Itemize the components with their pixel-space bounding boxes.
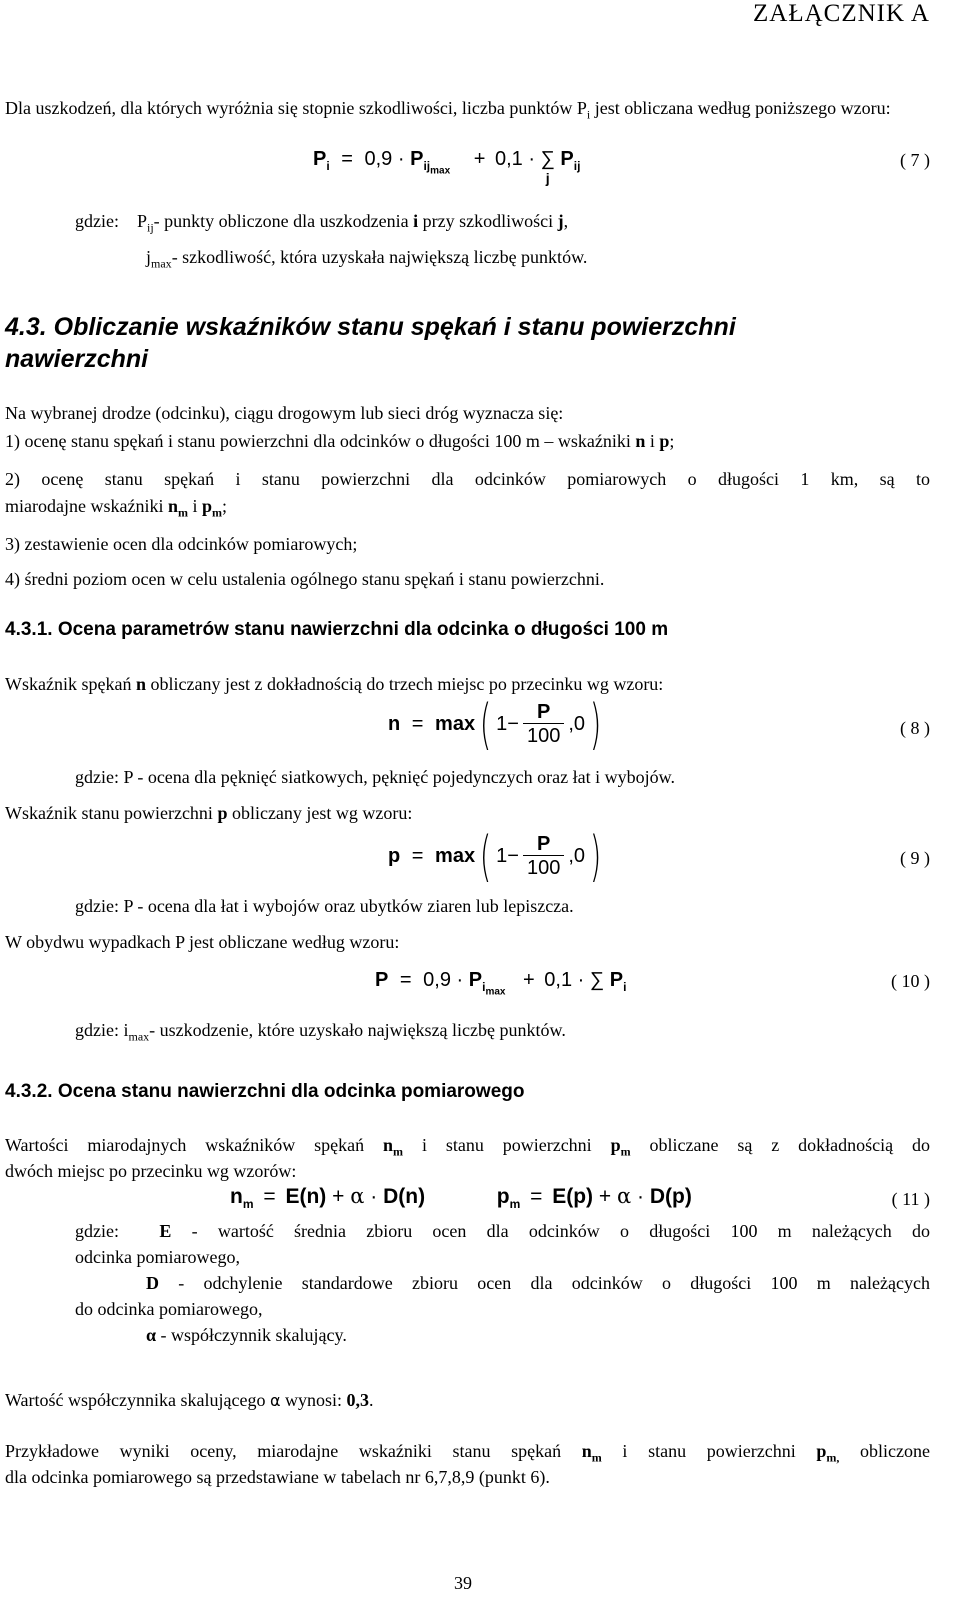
where11-e-line2: odcinka pomiarowego,	[75, 1247, 240, 1267]
eq7-sub-max: max	[430, 165, 451, 177]
eq11-alpha1: α	[350, 1184, 365, 1208]
alpha-value: 0,3	[346, 1390, 370, 1410]
item1-text: 1) ocenę stanu spękań i stanu powierzchni dla odcinków o długości 100 m – wskaźniki	[5, 431, 636, 451]
eq8-max: max	[435, 712, 476, 735]
example-psub: m,	[826, 1450, 840, 1465]
section-intro: Na wybranej drodze (odcinku), ciągu drogowym lub sieci dróg wyznacza się:	[5, 403, 564, 423]
where11-d-line1	[146, 1271, 930, 1296]
eq8-lparen: (	[479, 693, 492, 756]
list-item-3: 3) zestawienie ocen dla odcinków pomiarowych;	[5, 534, 358, 554]
eq11-alpha2: α	[617, 1184, 632, 1208]
alpha-text-b: wynosi:	[280, 1390, 347, 1410]
eq8-minus: −	[507, 712, 519, 735]
eq11-dot1: ·	[370, 1185, 378, 1208]
eq8-equals: =	[411, 712, 424, 735]
where11-d-line2: do odcinka pomiarowego,	[75, 1299, 263, 1319]
eq7-sub-i: i	[326, 159, 330, 173]
where7-text-a: - punkty obliczone dla uszkodzenia	[153, 211, 414, 231]
page-number: 39	[454, 1573, 472, 1593]
where7-jmax-text: - szkodliwość, która uzyskała największą liczbę punktów.	[171, 247, 588, 267]
eq11-ep: E(p)	[552, 1185, 594, 1208]
list-item-2-line2	[5, 494, 227, 526]
eq10-dot2: ·	[577, 969, 585, 991]
item1-end: ;	[669, 431, 675, 451]
eq11-nsub: m	[242, 1197, 254, 1212]
item1-p: p	[659, 431, 670, 451]
alpha-end: .	[369, 1390, 374, 1410]
eq10-p3: P	[609, 969, 624, 991]
equation-7-number: ( 7 )	[900, 150, 930, 170]
section-heading-line1: 4.3. Obliczanie wskaźników stanu spękań i stanu powierzchni	[5, 313, 736, 341]
appendix-title: ZAŁĄCZNIK A	[753, 0, 930, 27]
eq11-p: p	[496, 1185, 510, 1208]
item2-text: miarodajne wskaźniki	[5, 496, 168, 516]
eq9-minus: −	[507, 844, 519, 867]
eq9-p: p	[388, 844, 401, 867]
list-item-4: 4) średni poziom ocen w celu ustalenia ogólnego stanu spękań i stanu powierzchni.	[5, 569, 605, 589]
eq11-n: n	[230, 1185, 243, 1208]
equation-9-number: ( 9 )	[900, 848, 930, 868]
eq10-equals: =	[399, 969, 412, 991]
eq9-rparen: )	[589, 825, 602, 888]
p-intro-b: obliczany jest wg wzoru:	[227, 803, 413, 823]
eq8-one: 1	[496, 712, 508, 735]
eq11-dot2: ·	[637, 1185, 645, 1208]
eq11-plus1: +	[332, 1185, 345, 1208]
where11-alpha-text: - współczynnik skalujący.	[156, 1325, 347, 1345]
eq9-max: max	[435, 844, 476, 867]
eq9-den: 100	[526, 857, 561, 879]
where11-e-line1	[75, 1219, 930, 1244]
item1-n: n	[635, 431, 646, 451]
eq7-p: P	[313, 148, 327, 170]
where11-alpha: α	[146, 1325, 157, 1345]
item2-p: p	[201, 496, 212, 516]
subsection-2-heading: 4.3.2. Ocena stanu nawierzchni dla odcinka pomiarowego	[5, 1081, 525, 1102]
where11-e: E	[159, 1221, 172, 1241]
where10-b: - uszkodzenie, które uzyskało największą liczbę punktów.	[149, 1020, 566, 1040]
eq8-num: P	[523, 701, 564, 724]
eq8-comma0: ,0	[568, 712, 586, 735]
eq10-plus: +	[523, 969, 535, 991]
sub2-p1-line2: dwóch miejsc po przecinku wg wzorów:	[5, 1161, 297, 1181]
eq8-n: n	[388, 712, 401, 735]
n-intro-b: obliczany jest z dokładnością do trzech miejsc po przecinku wg wzoru:	[145, 674, 664, 694]
item2-n: n	[167, 496, 178, 516]
where7-label: gdzie:	[75, 211, 119, 231]
sub2-p1-b: i stanu powierzchni	[403, 1135, 611, 1155]
eq10-sub-i: i	[482, 980, 486, 994]
p-intro-p: p	[217, 803, 228, 823]
sub2-p1-p: p	[610, 1135, 621, 1155]
eq10-coef1: 0,9	[423, 969, 451, 991]
example-n: n	[581, 1441, 592, 1461]
alpha-text-a: Wartość współczynnika skalującego	[5, 1390, 270, 1410]
where7-jmax-j: j	[146, 247, 152, 267]
where7-line2	[146, 245, 587, 277]
where11-label: gdzie:	[75, 1221, 119, 1241]
intro-paragraph	[5, 96, 930, 128]
eq7-sum-symbol: ∑	[540, 148, 555, 170]
example-c: obliczone	[839, 1441, 930, 1461]
n-intro-a: Wskaźnik spękań	[5, 674, 136, 694]
sub2-p1-n: n	[383, 1135, 394, 1155]
eq10-p2: P	[468, 969, 483, 991]
where11-d-text1: - odchylenie standardowe zbioru ocen dla odcinków o długości 100 m należących	[159, 1273, 930, 1293]
equation-9	[388, 825, 606, 888]
eq7-sub-ij2: ij	[573, 159, 581, 173]
where10	[75, 1018, 566, 1050]
eq9-equals: =	[411, 844, 424, 867]
example-a: Przykładowe wyniki oceny, miarodajne wskaźniki stanu spękań	[5, 1441, 582, 1461]
eq11-plus2: +	[598, 1185, 612, 1208]
eq10-dot: ·	[456, 969, 464, 991]
eq7-coef1: 0,9	[364, 148, 393, 170]
eq7-plus: +	[473, 148, 486, 170]
equation-8-number: ( 8 )	[900, 718, 930, 738]
eq10-coef2: 0,1	[544, 969, 573, 991]
eq9-num: P	[523, 833, 564, 856]
where11-alpha-line	[146, 1323, 347, 1348]
example-nsub: m	[591, 1450, 602, 1465]
where7-i: i	[413, 211, 419, 231]
p-intro-a: Wskaźnik stanu powierzchni	[5, 803, 218, 823]
where7-p: P	[136, 211, 147, 231]
eq9-lparen: (	[479, 825, 492, 888]
example-p: p	[816, 1441, 827, 1461]
eq7-equals: =	[341, 148, 353, 170]
eq11-psub: m	[509, 1197, 521, 1212]
intro-sub: i	[586, 107, 591, 122]
eq9-comma0: ,0	[568, 844, 586, 867]
example-b: i stanu powierzchni	[601, 1441, 817, 1461]
sub2-p1-psub: m	[620, 1144, 631, 1159]
equation-10	[375, 969, 626, 997]
where11-e-text1: - wartość średnia zbioru ocen dla odcinków o długości 100 m należących do	[171, 1221, 931, 1241]
equation-11-number: ( 11 )	[891, 1189, 930, 1209]
both-intro: W obydwu wypadkach P jest obliczane według wzoru:	[5, 932, 400, 952]
eq8-rparen: )	[589, 693, 602, 756]
where9: gdzie: P - ocena dla łat i wybojów oraz ubytków ziaren lub lepiszcza.	[75, 896, 574, 916]
where7-sub: ij	[147, 220, 154, 235]
alpha-symbol: α	[269, 1391, 281, 1410]
eq11-dn: D(n)	[383, 1185, 426, 1208]
where8: gdzie: P - ocena dla pęknięć siatkowych, pęknięć pojedynczych oraz łat i wybojów.	[75, 767, 675, 787]
list-item-2-line1: 2) ocenę stanu spękań i stanu powierzchni dla odcinków pomiarowych o długości 1 km, są to	[5, 469, 930, 489]
sub2-p1-c: obliczane są z dokładnością do	[630, 1135, 930, 1155]
example-line2: dla odcinka pomiarowego są przedstawiane w tabelach nr 6,7,8,9 (punkt 6).	[5, 1467, 550, 1487]
eq11-equals2: =	[530, 1185, 543, 1208]
eq7-p3: P	[560, 148, 574, 170]
eq7-sum-under: j	[545, 170, 550, 186]
equation-11	[230, 1184, 692, 1211]
intro-text-b: jest obliczana według poniższego wzoru:	[590, 98, 891, 118]
where7-j: j	[557, 211, 564, 231]
subsection-1-heading: 4.3.1. Ocena parametrów stanu nawierzchni dla odcinka o długości 100 m	[5, 619, 669, 640]
alpha-value-line	[5, 1388, 374, 1413]
where7-text-b: przy szkodliwości	[418, 211, 558, 231]
eq11-dp: D(p)	[649, 1185, 692, 1208]
equation-10-number: ( 10 )	[891, 971, 930, 991]
item2-end: ;	[222, 496, 228, 516]
sub2-p1-nsub: m	[393, 1144, 404, 1159]
where7-end: ,	[563, 211, 569, 231]
item2-nsub: m	[177, 505, 188, 520]
eq7-p2: P	[410, 148, 424, 170]
sub2-p1-a: Wartości miarodajnych wskaźników spękań	[5, 1135, 384, 1155]
section-heading	[5, 311, 736, 375]
p-intro	[5, 801, 412, 826]
eq10-sub-i2: i	[623, 980, 627, 994]
eq9-one: 1	[496, 844, 508, 867]
eq7-dot2: ·	[528, 148, 535, 170]
equation-8	[388, 693, 606, 756]
eq10-p: P	[375, 969, 389, 991]
eq11-en: E(n)	[285, 1185, 327, 1208]
eq7-dot: ·	[397, 148, 405, 170]
equation-7	[313, 148, 581, 186]
list-item-1	[5, 429, 674, 454]
n-intro-n: n	[135, 674, 146, 694]
section-heading-line2: nawierzchni	[5, 345, 149, 373]
where11-d: D	[146, 1273, 159, 1293]
where7-jmax-sub: max	[151, 256, 172, 271]
where10-sub: max	[128, 1029, 150, 1044]
eq10-sum: ∑	[589, 969, 605, 991]
eq8-fraction	[523, 701, 564, 748]
eq8-den: 100	[526, 725, 561, 747]
item2-mid: i	[187, 496, 202, 516]
eq7-coef2: 0,1	[494, 148, 523, 170]
eq11-equals1: =	[263, 1185, 276, 1208]
intro-text-a: Dla uszkodzeń, dla których wyróżnia się stopnie szkodliwości, liczba punktów P	[5, 98, 587, 118]
eq9-fraction	[523, 833, 564, 880]
eq7-sum	[540, 148, 555, 186]
eq7-sub-ij: ij	[423, 159, 431, 173]
where7-line1	[75, 209, 568, 241]
eq10-sub-max: max	[485, 986, 506, 998]
where10-a: gdzie: i	[75, 1020, 129, 1040]
item2-psub: m	[212, 505, 222, 520]
item1-mid: i	[645, 431, 660, 451]
